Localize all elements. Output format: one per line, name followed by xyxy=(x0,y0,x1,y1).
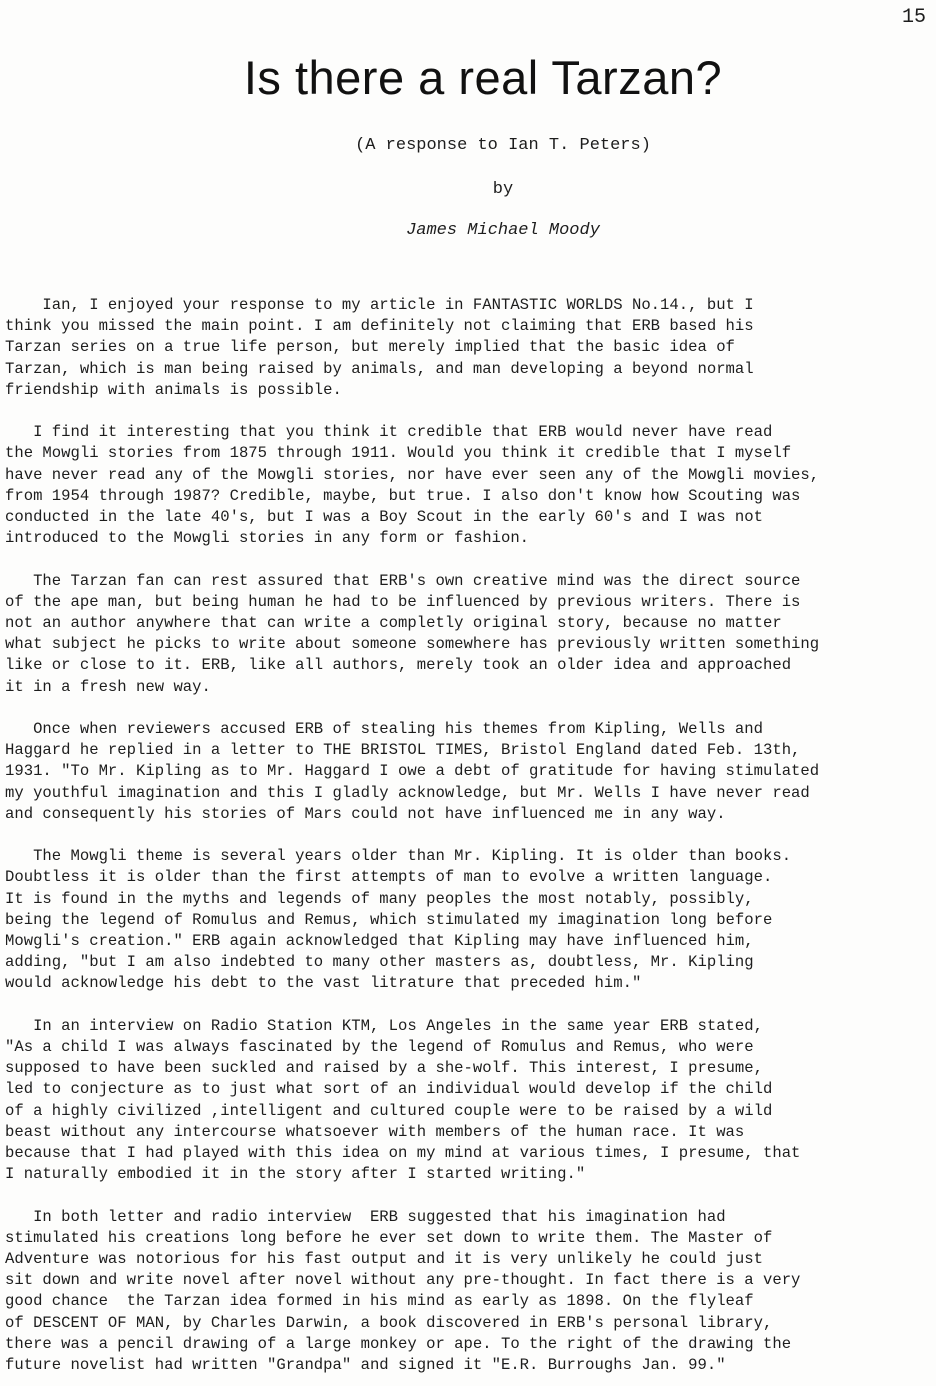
paragraph xyxy=(5,719,931,825)
article-title: Is there a real Tarzan? xyxy=(243,51,723,104)
author-name: James Michael Moody xyxy=(406,221,600,240)
text-line: of a highly civilized ,intelligent and cultured couple were to be raised by a wild xyxy=(5,1101,773,1120)
text-line: In an interview on Radio Station KTM, Los Angeles in the same year ERB stated, xyxy=(5,1016,763,1035)
text-line: future novelist had written "Grandpa" and signed it "E.R. Burroughs Jan. 99." xyxy=(5,1356,726,1375)
text-line: I naturally embodied it in the story after I started writing." xyxy=(5,1165,586,1184)
paragraph xyxy=(5,422,931,549)
text-line: my youthful imagination and this I gladly acknowledge, but Mr. Wells I have never read xyxy=(5,783,810,802)
paragraph xyxy=(5,571,931,698)
text-line: The Tarzan fan can rest assured that ERB's own creative mind was the direct source xyxy=(5,571,801,590)
text-line: Doubtless it is older than the first attempts of man to evolve a written language. xyxy=(5,868,773,887)
text-line: would acknowledge his debt to the vast litrature that preceded him." xyxy=(5,974,642,993)
text-line: I find it interesting that you think it credible that ERB would never have read xyxy=(5,423,773,442)
text-line: conducted in the late 40's, but I was a Boy Scout in the early 60's and I was not xyxy=(5,508,763,527)
article-body xyxy=(5,295,931,1376)
text-line: it in a fresh new way. xyxy=(5,677,211,696)
text-line: introduced to the Mowgli stories in any form or fashion. xyxy=(5,529,530,548)
paragraph xyxy=(5,1016,931,1186)
text-line: Tarzan, which is man being raised by animals, and man developing a beyond normal xyxy=(5,359,754,378)
text-line: of the ape man, but being human he had to be influenced by previous writers. There is xyxy=(5,592,801,611)
text-line: Mowgli's creation." ERB again acknowledged that Kipling may have influenced him, xyxy=(5,932,754,951)
text-line: the Mowgli stories from 1875 through 1911. Would you think it credible that I myself xyxy=(5,444,792,463)
text-line: The Mowgli theme is several years older than Mr. Kipling. It is older than books. xyxy=(5,847,792,866)
text-line: beast without any intercourse whatsoever with members of the human race. It was xyxy=(5,1122,745,1141)
text-line: supposed to have been suckled and raised by a she-wolf. This interest, I presume, xyxy=(5,1059,763,1078)
text-line: good chance the Tarzan idea formed in his mind as early as 1898. On the flyleaf xyxy=(5,1292,754,1311)
paragraph xyxy=(5,295,931,401)
text-line: Adventure was notorious for his fast output and it is very unlikely he could just xyxy=(5,1250,763,1269)
text-line: like or close to it. ERB, like all authors, merely took an older idea and approached xyxy=(5,656,792,675)
text-line: In both letter and radio interview ERB suggested that his imagination had xyxy=(5,1207,726,1226)
text-line: not an author anywhere that can write a completly original story, because no matter xyxy=(5,614,782,633)
text-line: adding, "but I am also indebted to many other masters as, doubtless, Mr. Kipling xyxy=(5,953,754,972)
text-line: what subject he picks to write about someone somewhere has previously written something xyxy=(5,635,820,654)
text-line: Once when reviewers accused ERB of stealing his themes from Kipling, Wells and xyxy=(5,720,763,739)
paragraph xyxy=(5,1207,931,1377)
text-line: being the legend of Romulus and Remus, which stimulated my imagination long before xyxy=(5,910,773,929)
text-line: Haggard he replied in a letter to THE BRISTOL TIMES, Bristol England dated Feb. 13th, xyxy=(5,741,801,760)
text-line: of DESCENT OF MAN, by Charles Darwin, a book discovered in ERB's personal library, xyxy=(5,1313,773,1332)
text-line: from 1954 through 1987? Credible, maybe, but true. I also don't know how Scouting was xyxy=(5,486,801,505)
text-line: led to conjecture as to just what sort of an individual would develop if the child xyxy=(5,1080,773,1099)
text-line: It is found in the myths and legends of many peoples the most notably, possibly, xyxy=(5,889,754,908)
page-number: 15 xyxy=(901,6,926,29)
text-line: "As a child I was always fascinated by the legend of Romulus and Remus, who were xyxy=(5,1038,754,1057)
text-line: have never read any of the Mowgli stories, nor have ever seen any of the Mowgli movies, xyxy=(5,465,820,484)
paragraph xyxy=(5,846,931,994)
text-line: Tarzan series on a true life person, but merely implied that the basic idea of xyxy=(5,338,735,357)
article-subtitle: (A response to Ian T. Peters) xyxy=(355,136,651,155)
text-line: and consequently his stories of Mars could not have influenced me in any way. xyxy=(5,804,726,823)
text-line: there was a pencil drawing of a large monkey or ape. To the right of the drawing the xyxy=(5,1334,792,1353)
text-line: Ian, I enjoyed your response to my article in FANTASTIC WORLDS No.14., but I xyxy=(5,296,754,314)
text-line: friendship with animals is possible. xyxy=(5,380,342,399)
text-line: because that I had played with this idea on my mind at various times, I presume, that xyxy=(5,1144,801,1163)
text-line: 1931. "To Mr. Kipling as to Mr. Haggard I owe a debt of gratitude for having stimulated xyxy=(5,762,820,781)
text-line: sit down and write novel after novel without any pre-thought. In fact there is a very xyxy=(5,1271,801,1290)
text-line: think you missed the main point. I am definitely not claiming that ERB based his xyxy=(5,317,754,336)
byline: by xyxy=(492,180,514,199)
text-line: stimulated his creations long before he ever set down to write them. The Master of xyxy=(5,1228,773,1247)
